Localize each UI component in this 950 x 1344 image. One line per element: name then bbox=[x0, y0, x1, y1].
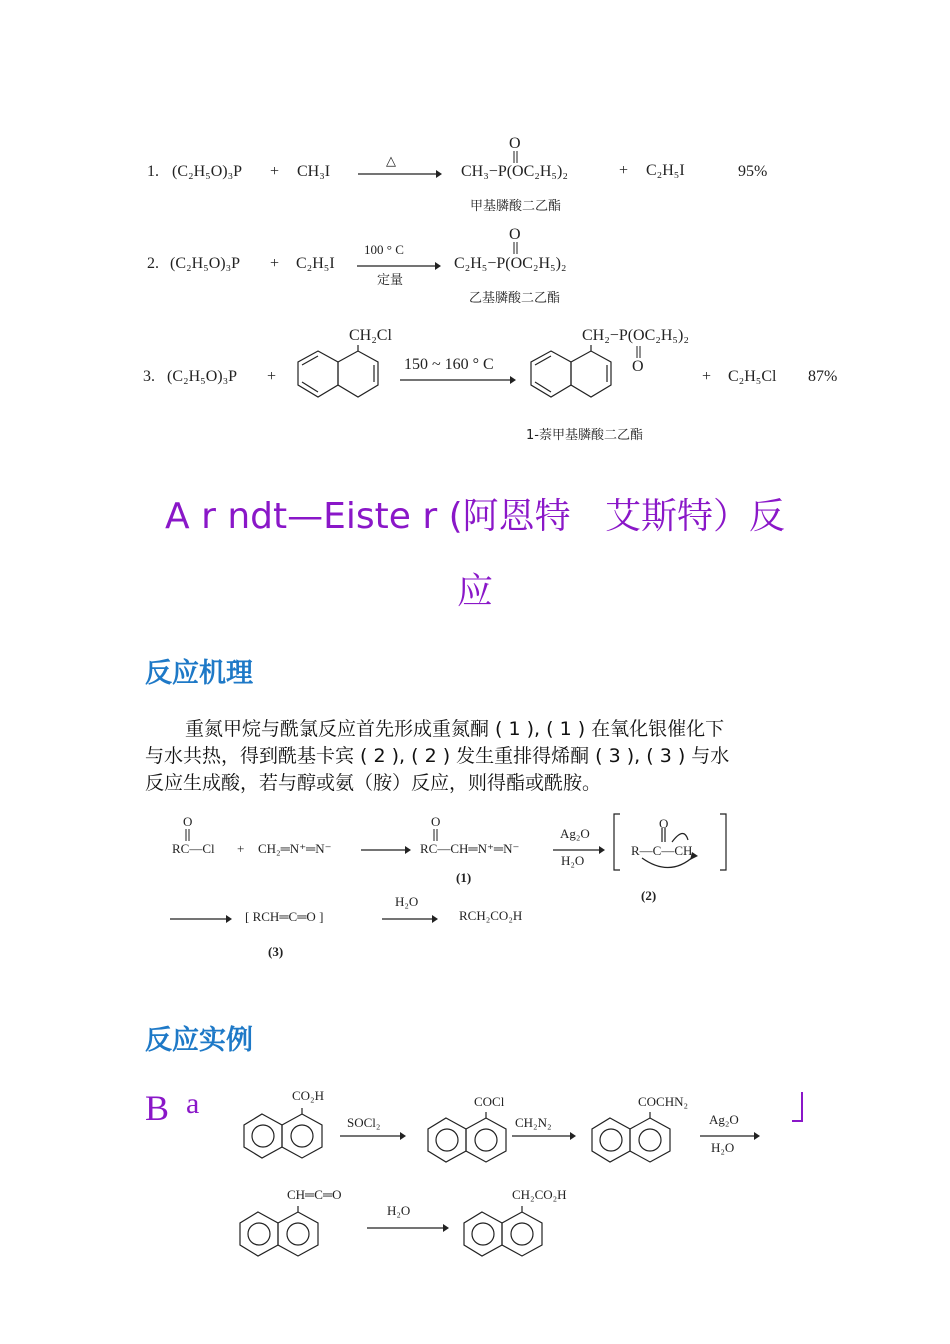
r2-product-o: O bbox=[509, 226, 521, 243]
m1-substituent: CO₂H bbox=[292, 1088, 324, 1103]
m4-substituent: CH═C═O bbox=[287, 1187, 342, 1202]
mechanism-paragraph: 重氮甲烷与酰氯反应首先形成重氮酮 ( 1 ), ( 1 ) 在氧化银催化下与水共热，得到酰基卡宾 ( 2 ), ( 2 ) 发生重排得烯酮 ( 3 ), ( 3 ) 与水反应生成酸，若与醇或氨（胺）反应，则得酯或酰胺。 bbox=[145, 718, 730, 794]
mech-carbene-o: O bbox=[659, 816, 669, 831]
r3-product-name: 1-萘甲基膦酸二乙酯 bbox=[526, 428, 643, 443]
m3-naphthalene bbox=[588, 1112, 676, 1170]
arrow4-label: H₂O bbox=[387, 1203, 411, 1218]
r2-reactant-a: (C₂H₅O)₃P bbox=[170, 255, 241, 272]
r3-product-double-bond bbox=[634, 346, 644, 358]
r3-plus: + bbox=[267, 368, 277, 385]
section-heading-example: 反应实例 bbox=[145, 1025, 253, 1056]
m5-naphthalene bbox=[460, 1206, 548, 1264]
mech-ketene-text: RCH═C═O bbox=[252, 909, 316, 924]
mech-diazomethane: CH₂═N⁺═N⁻ bbox=[258, 841, 332, 856]
r1-product: CH₃−P(OC₂H₅)₂ bbox=[461, 163, 568, 180]
mech-arrow-4 bbox=[382, 913, 438, 925]
mech-acid: RCH₂CO₂H bbox=[459, 908, 523, 923]
arrow3-bottom-label: H₂O bbox=[711, 1140, 735, 1155]
mech-acyl-chloride: RC—Cl bbox=[172, 841, 215, 856]
bracket-fragment bbox=[792, 1092, 803, 1122]
r3-plus2: + bbox=[702, 368, 712, 385]
r3-byproduct: C₂H₅Cl bbox=[728, 368, 777, 385]
arrow1-label: SOCl₂ bbox=[347, 1115, 381, 1130]
mech-label-2: (2) bbox=[641, 888, 657, 903]
r2-condition-top: 100 ° C bbox=[364, 242, 404, 257]
m3-substituent: COCHN₂ bbox=[638, 1094, 689, 1109]
mech-diazoketone: RC—CH═N⁺═N⁻ bbox=[420, 841, 520, 856]
section-heading-mechanism: 反应机理 bbox=[145, 658, 253, 689]
mech-label-1: (1) bbox=[456, 870, 472, 885]
arrow2-label: CH₂N₂ bbox=[515, 1115, 552, 1130]
r3-reactant-sub: CH₂Cl bbox=[349, 327, 392, 344]
mech-ketene: [ RCH═C═O ] bbox=[245, 909, 324, 924]
page-title-line1: A r ndt—Eiste r (阿恩特 艾斯特）反 bbox=[165, 496, 785, 537]
r1-product-o: O bbox=[509, 135, 521, 152]
r1-product-name: 甲基膦酸二乙酯 bbox=[470, 199, 562, 214]
r1-byproduct: C₂H₅I bbox=[646, 162, 685, 179]
mech-co-bond-1 bbox=[184, 829, 192, 841]
example-letter-b: B bbox=[145, 1088, 170, 1128]
r2-number: 2. bbox=[147, 255, 159, 272]
r2-plus: + bbox=[270, 255, 280, 272]
r1-condition: △ bbox=[386, 153, 396, 168]
arrow-2 bbox=[512, 1130, 576, 1142]
r3-condition: 150 ~ 160 ° C bbox=[404, 356, 494, 373]
r1-double-bond bbox=[511, 151, 521, 163]
r3-reactant-a: (C₂H₅O)₃P bbox=[167, 368, 238, 385]
r1-reactant-a: (C₂H₅O)₃P bbox=[172, 163, 243, 180]
mech-cond-bottom: H₂O bbox=[561, 853, 585, 868]
r3-reactant-naphthalene bbox=[292, 345, 384, 409]
mech-cond-top: Ag₂O bbox=[560, 826, 590, 841]
mech-arrow-1 bbox=[361, 844, 411, 856]
mech-plus: + bbox=[237, 841, 245, 856]
m2-naphthalene bbox=[424, 1112, 512, 1170]
r1-number: 1. bbox=[147, 163, 159, 180]
mech-h2o-2: H₂O bbox=[395, 894, 419, 909]
mech-label-3: (3) bbox=[268, 944, 284, 959]
r1-plus2: + bbox=[619, 162, 629, 179]
arrow3-top-label: Ag₂O bbox=[709, 1112, 739, 1127]
m4-naphthalene bbox=[236, 1206, 324, 1264]
r2-condition-bottom: 定量 bbox=[377, 273, 404, 288]
r3-arrow bbox=[400, 374, 516, 386]
m2-substituent: COCl bbox=[474, 1094, 505, 1109]
r1-arrow bbox=[358, 168, 442, 180]
r2-product-name: 乙基膦酸二乙酯 bbox=[469, 291, 561, 306]
mech-o-1: O bbox=[183, 814, 193, 829]
r3-yield: 87% bbox=[808, 368, 838, 385]
mech-carbene: R—C—CH bbox=[631, 843, 693, 858]
r2-double-bond bbox=[511, 242, 521, 254]
arrow-4 bbox=[367, 1222, 449, 1234]
mech-arrow-3 bbox=[170, 913, 232, 925]
arrow-1 bbox=[340, 1130, 406, 1142]
r3-product-sub: CH₂−P(OC₂H₅)₂ bbox=[582, 327, 689, 344]
mech-o-2: O bbox=[431, 814, 441, 829]
example-letter-a: a bbox=[186, 1087, 200, 1120]
r3-product-o: O bbox=[632, 358, 644, 375]
m5-substituent: CH₂CO₂H bbox=[512, 1187, 567, 1202]
r1-yield: 95% bbox=[738, 163, 768, 180]
page-title-line2: 应 bbox=[456, 571, 493, 612]
r2-product: C₂H₅−P(OC₂H₅)₂ bbox=[454, 255, 567, 272]
r1-reactant-b: CH₃I bbox=[297, 163, 331, 180]
r2-reactant-b: C₂H₅I bbox=[296, 255, 335, 272]
m1-naphthalene bbox=[240, 1108, 328, 1166]
mech-co-bond-2 bbox=[432, 829, 440, 841]
r3-product-naphthalene bbox=[525, 345, 617, 409]
r3-number: 3. bbox=[143, 368, 155, 385]
r1-plus: + bbox=[270, 163, 280, 180]
